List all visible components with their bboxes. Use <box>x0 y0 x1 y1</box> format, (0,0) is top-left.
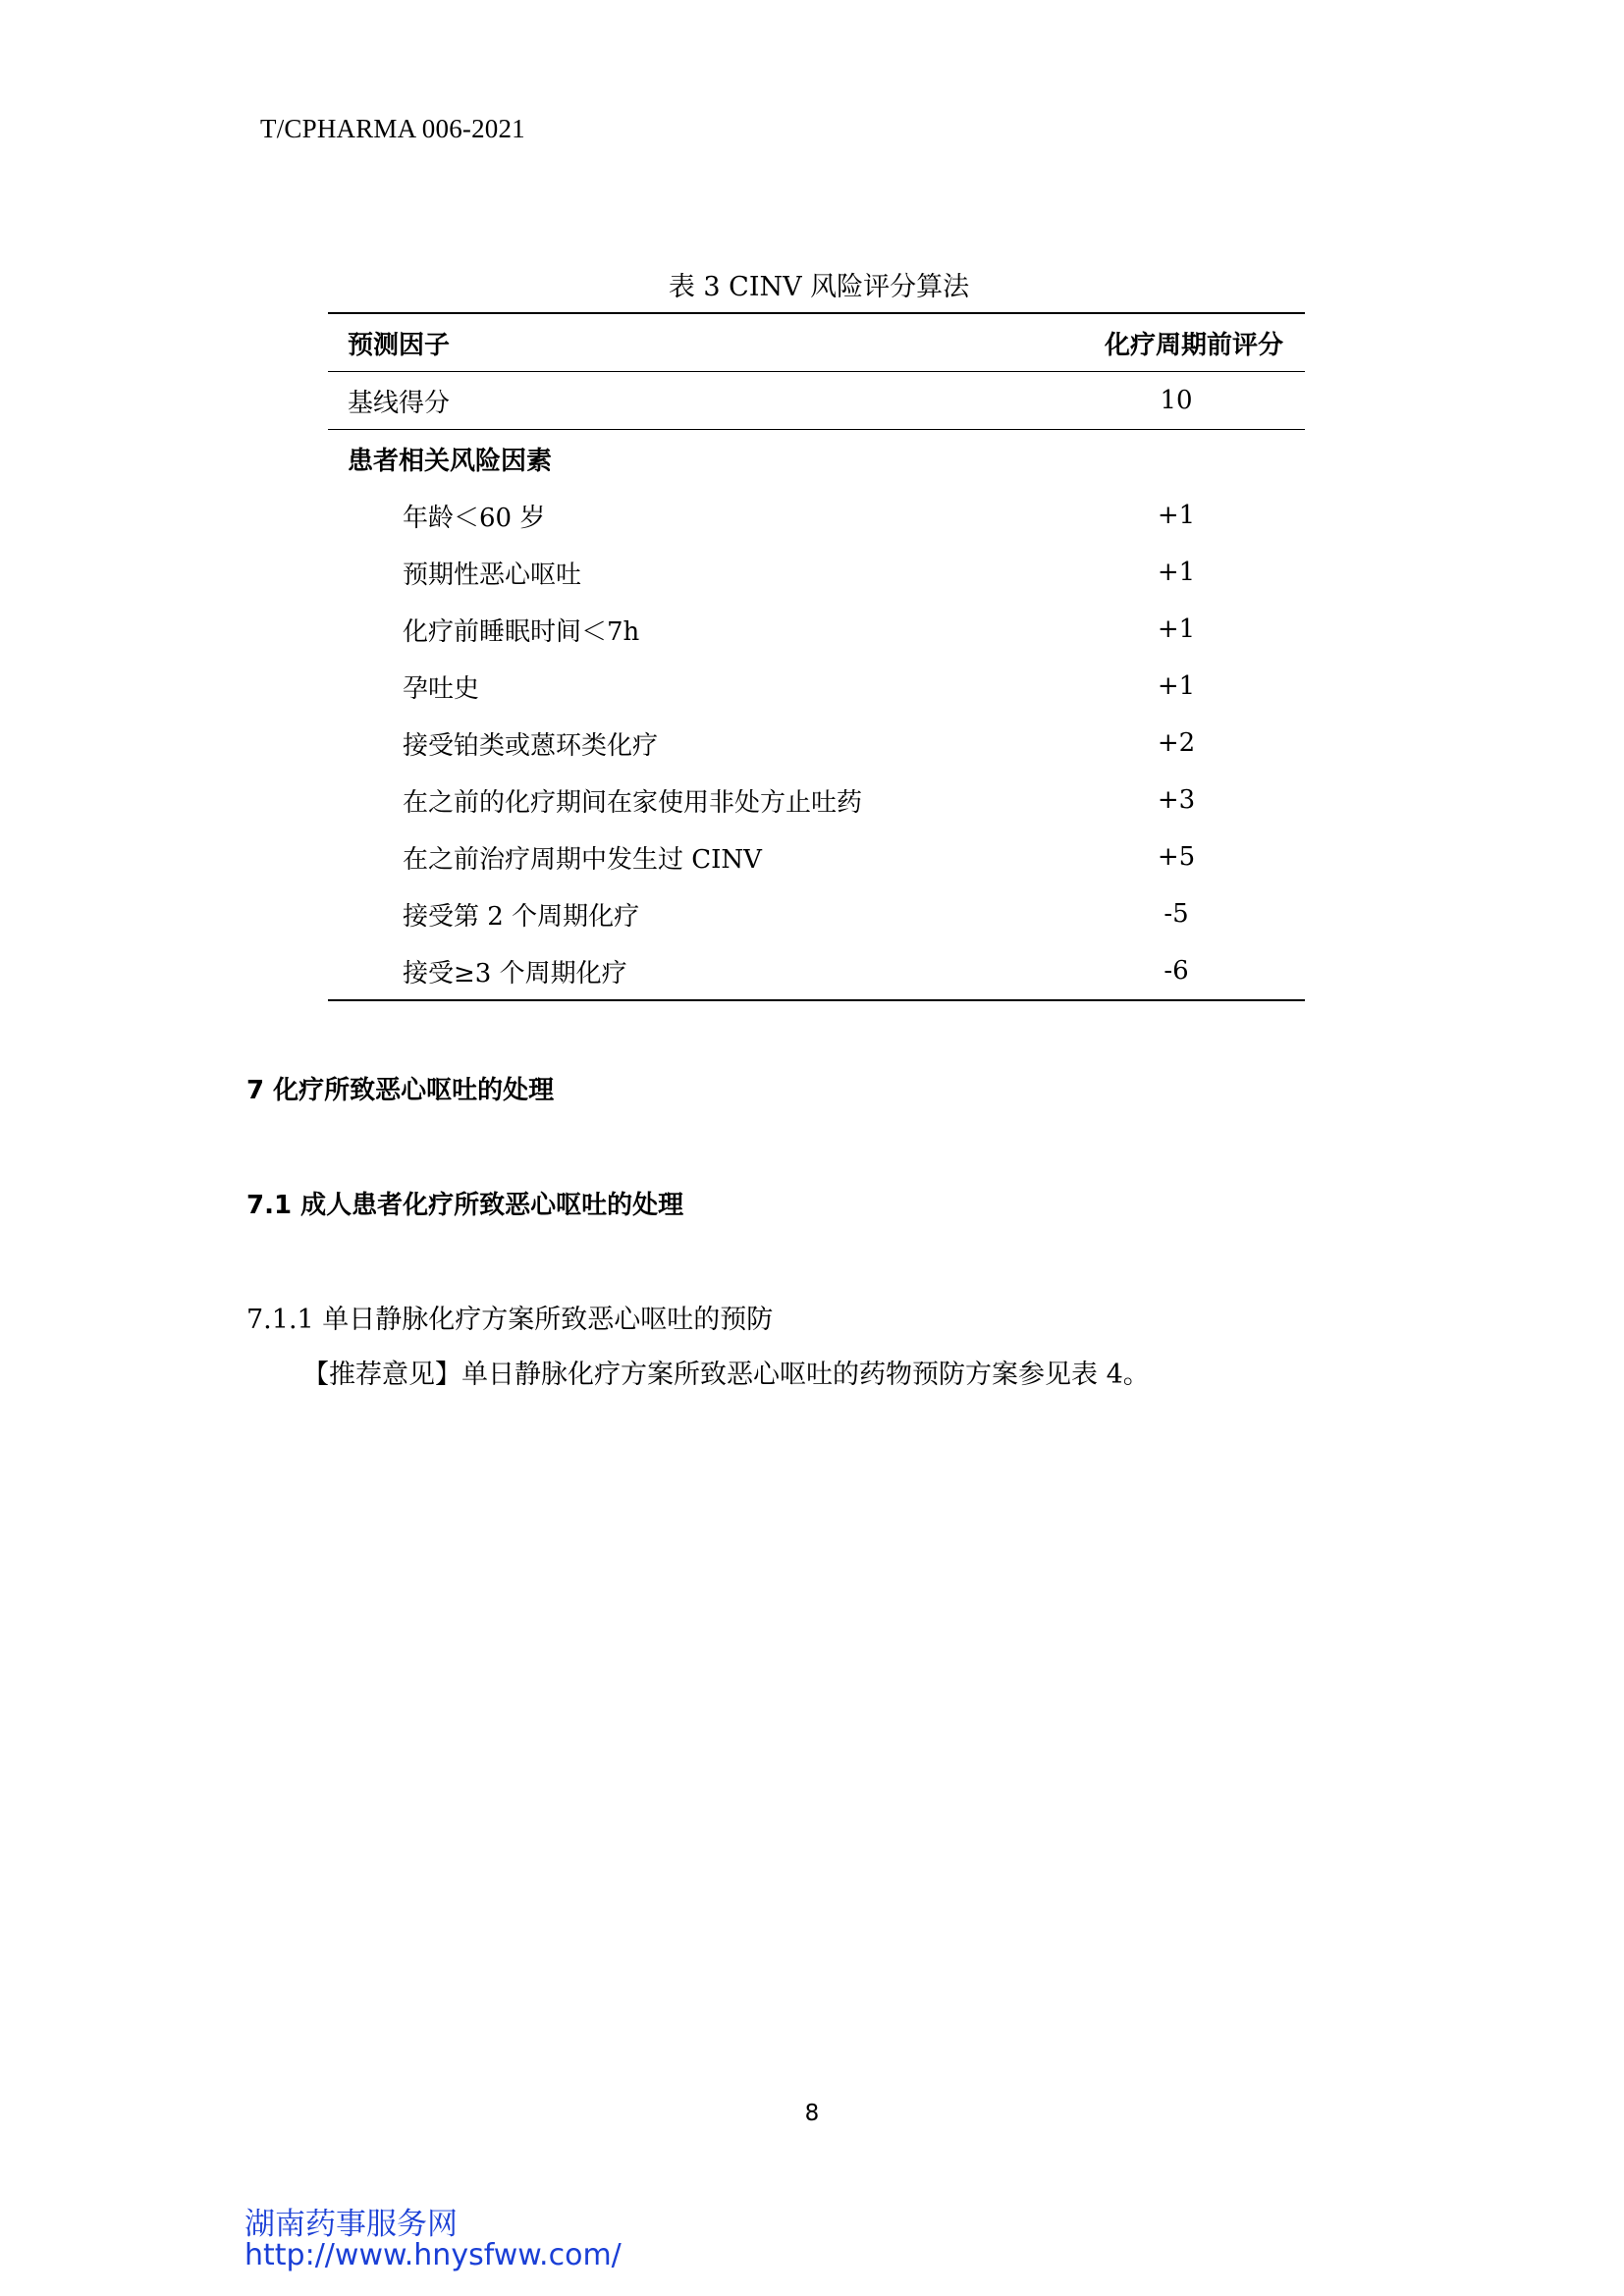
baseline-row <box>328 372 1305 430</box>
table-row <box>328 828 1305 885</box>
factor-cell: 接受第 2 个周期化疗 <box>403 901 640 932</box>
factor-cell: 在之前治疗周期中发生过 CINV <box>403 844 762 875</box>
table-row <box>328 487 1305 544</box>
site-url-link[interactable]: http://www.hnysfww.com/ <box>244 2238 622 2272</box>
factor-cell: 预期性恶心呕吐 <box>403 560 582 590</box>
table-row <box>328 601 1305 658</box>
baseline-label: 基线得分 <box>348 388 451 418</box>
score-cell: +1 <box>1157 614 1196 644</box>
factor-cell: 接受铂类或蒽环类化疗 <box>403 730 659 761</box>
factor-cell: 孕吐史 <box>403 673 480 704</box>
score-cell: -5 <box>1164 899 1189 929</box>
recommendation-paragraph: 【推荐意见】单日静脉化疗方案所致恶心呕吐的药物预防方案参见表 4。 <box>302 1360 1150 1390</box>
header-factor: 预测因子 <box>348 330 451 360</box>
header-score: 化疗周期前评分 <box>1104 330 1283 360</box>
baseline-value: 10 <box>1160 386 1193 415</box>
table-row <box>328 885 1305 942</box>
score-cell: +3 <box>1157 785 1196 815</box>
score-cell: +2 <box>1157 728 1196 758</box>
table-row <box>328 772 1305 828</box>
section-heading-7: 7 化疗所致恶心呕吐的处理 <box>246 1076 555 1105</box>
group-score-empty <box>1048 430 1305 488</box>
score-cell: -6 <box>1164 956 1189 986</box>
table-row <box>328 544 1305 601</box>
score-cell: +5 <box>1157 842 1196 872</box>
table-row <box>328 715 1305 772</box>
section-heading-7-1: 7.1 成人患者化疗所致恶心呕吐的处理 <box>246 1191 684 1220</box>
table-row <box>328 658 1305 715</box>
group-row <box>328 430 1305 488</box>
score-cell: +1 <box>1157 501 1196 530</box>
factor-cell: 在之前的化疗期间在家使用非处方止吐药 <box>403 787 863 818</box>
factor-cell: 年龄＜60 岁 <box>403 503 546 533</box>
standard-code: T/CPHARMA 006-2021 <box>260 114 525 143</box>
cinv-risk-score-table <box>328 312 1305 1001</box>
page-number: 8 <box>804 2101 820 2126</box>
group-label: 患者相关风险因素 <box>348 446 553 476</box>
table-header-row <box>328 313 1305 372</box>
score-cell: +1 <box>1157 558 1196 587</box>
factor-cell: 接受≥3 个周期化疗 <box>403 958 627 988</box>
site-name-link[interactable]: 湖南药事服务网 <box>244 2207 458 2242</box>
score-cell: +1 <box>1157 671 1196 701</box>
section-heading-7-1-1: 7.1.1 单日静脉化疗方案所致恶心呕吐的预防 <box>246 1305 774 1335</box>
table-row <box>328 942 1305 1000</box>
factor-cell: 化疗前睡眠时间＜7h <box>403 616 640 647</box>
table-caption: 表 3 CINV 风险评分算法 <box>668 272 970 302</box>
